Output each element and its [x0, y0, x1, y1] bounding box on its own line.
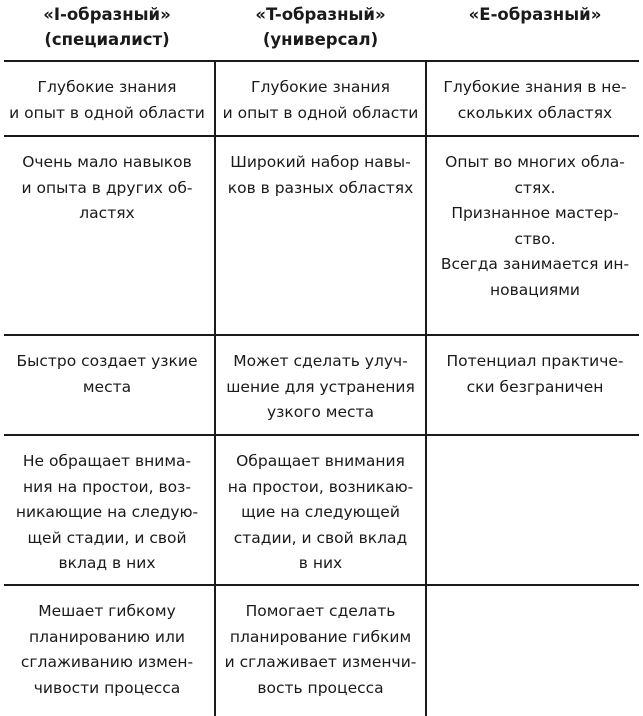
cell-text: ластях: [79, 204, 135, 222]
cell-r1-c3: [427, 75, 643, 126]
header-i-shaped: [0, 2, 214, 52]
cell-text: планирование гибким: [229, 627, 412, 646]
cell-text: Глубокие знания: [251, 78, 390, 96]
cell-text: Глубокие знания: [37, 78, 177, 96]
cell-text: сглаживанию измен-: [20, 653, 194, 671]
cell-text: чивости процесса: [33, 678, 181, 697]
cell-text: стях.: [514, 178, 556, 197]
row-divider: [4, 584, 639, 586]
cell-text: щей стадии, и свой: [27, 528, 187, 547]
cell-text: скольких областях: [457, 103, 613, 122]
cell-text: Может сделать улуч-: [233, 352, 408, 370]
cell-text: на простои, возникаю-: [227, 477, 414, 496]
cell-r5-c2: [216, 599, 425, 701]
cell-r2-c1: [0, 150, 214, 227]
cell-text: Широкий набор навы-: [230, 153, 411, 171]
cell-r3-c2: [216, 349, 425, 426]
cell-r4-c2: [216, 449, 425, 577]
cell-text: Потенциал практиче-: [446, 352, 624, 370]
cell-text: новациями: [490, 280, 580, 299]
cell-text: и опыт в одной области: [222, 103, 419, 122]
cell-text: шение для устранения: [226, 377, 415, 396]
header-text: (универсал): [262, 30, 379, 49]
cell-text: никающие на следую-: [15, 503, 199, 521]
cell-text: щие на следующей: [241, 503, 400, 521]
cell-text: планированию или: [29, 627, 185, 646]
cell-text: ски безграничен: [466, 377, 604, 396]
row-divider: [4, 135, 639, 137]
cell-text: стадии, и свой вклад: [233, 528, 408, 547]
row-divider: [4, 434, 639, 436]
cell-r3-c3: [427, 349, 643, 400]
cell-text: Очень мало навыков: [22, 153, 192, 171]
cell-text: ство.: [514, 229, 556, 248]
header-t-shaped: [216, 2, 425, 52]
cell-r3-c1: [0, 349, 214, 400]
cell-text: узкого места: [266, 403, 375, 421]
header-text: «E-образный»: [468, 5, 602, 24]
cell-text: и опыт в одной области: [9, 103, 205, 122]
cell-r2-c2: [216, 150, 425, 201]
cell-r2-c3: [427, 150, 643, 303]
header-text: (специалист): [44, 30, 170, 49]
header-text: «I-образный»: [43, 5, 171, 24]
cell-text: Быстро создает узкие: [16, 352, 198, 370]
header-divider: [4, 60, 639, 62]
cell-text: Не обращает внима-: [22, 452, 192, 470]
row-divider: [4, 334, 639, 336]
header-e-shaped: [427, 2, 643, 27]
cell-r1-c1: [0, 75, 214, 126]
cell-text: Опыт во многих обла-: [445, 153, 625, 171]
cell-text: Мешает гибкому: [38, 602, 176, 620]
cell-text: Обращает внимания: [236, 452, 405, 470]
cell-r4-c1: [0, 449, 214, 577]
cell-text: вость процесса: [257, 678, 384, 697]
header-text: «T-образный»: [255, 5, 386, 24]
cell-text: в них: [298, 554, 343, 572]
cell-r5-c1: [0, 599, 214, 701]
cell-text: ков в разных областях: [227, 178, 414, 197]
cell-text: и опыта в других об-: [21, 178, 193, 197]
cell-r1-c2: [216, 75, 425, 126]
cell-text: места: [82, 377, 132, 396]
cell-text: и сглаживает изменчи-: [224, 653, 417, 671]
cell-text: Глубокие знания в не-: [443, 78, 627, 96]
cell-text: Всегда занимается ин-: [440, 255, 630, 273]
cell-text: Признанное мастер-: [451, 204, 619, 222]
cell-text: вклад в них: [58, 554, 156, 572]
cell-text: Помогает сделать: [245, 602, 396, 620]
cell-text: ния на простои, воз-: [23, 477, 191, 496]
